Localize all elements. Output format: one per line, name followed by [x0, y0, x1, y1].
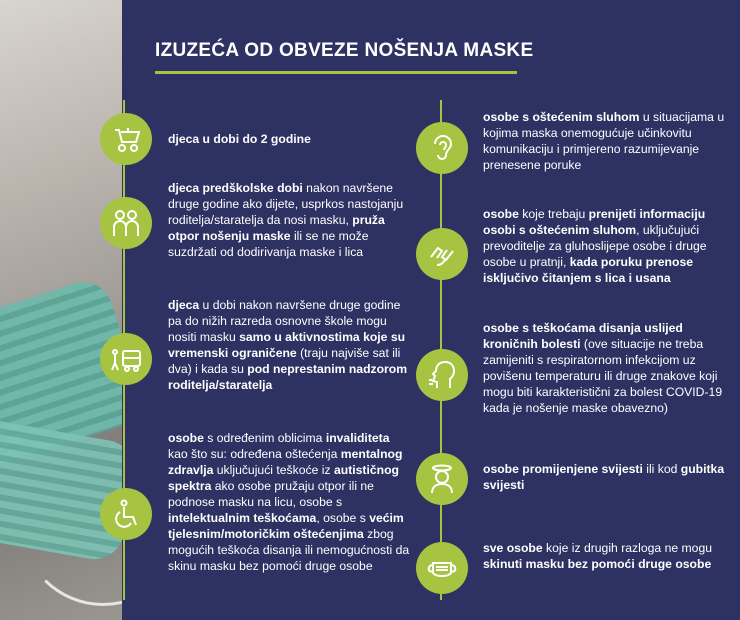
text-segment: djeca predškolske dobi [168, 181, 303, 195]
text-segment: kao što su: određena oštećenja [168, 447, 341, 461]
school-bus-icon [100, 333, 152, 385]
text-segment: ili se ne može suzdržati od dodirivanja maske i lica [168, 229, 369, 259]
dizzy-person-icon [416, 453, 468, 505]
text-segment: osobe promijenjene svijesti [483, 462, 643, 476]
exception-item-right-1 [483, 109, 728, 173]
text-segment: koje trebaju [518, 207, 589, 221]
text-segment: koje iz drugih razloga ne mogu [542, 541, 712, 555]
text-segment: , uključujući prevoditelje za gluhoslijepe osobe i druge osobe u pratnji, [483, 223, 707, 269]
text-segment: osobe s teškoćama disanja uslijed kroničnih bolesti [483, 321, 683, 351]
text-segment: nakon navršene druge godine ako dijete, usprkos nastojanju roditelja/staratelja da nosi masku, [168, 181, 404, 227]
text-segment: (traju najviše sat ili dva) i kada su [168, 346, 401, 376]
text-segment: intelektualnim teškoćama [168, 511, 317, 525]
page-title: IZUZEĆA OD OBVEZE NOŠENJA MASKE [155, 40, 534, 61]
text-segment: (ove situacije ne treba zamijeniti s respiratornom infekcijom uz povišenu temperaturu ili druge znakove koji mogu biti karakteristični za bolest COVID-19 kada je nošenje maske obavezno) [483, 337, 723, 415]
text-segment: autističnog spektra [168, 463, 399, 493]
exception-item-right-4 [483, 461, 728, 493]
text-segment: djeca [168, 298, 200, 312]
sign-language-icon [416, 228, 468, 280]
text-segment: osobe s oštećenim sluhom [483, 110, 640, 124]
text-segment: pod neprestanim nadzorom roditelja/staratelja [168, 362, 408, 392]
text-segment: u situacijama u kojima maska onemogućuje učinkovitu komunikaciju i primjereno razumijevanje prenesene poruke [483, 110, 725, 172]
text-segment: sve osobe [483, 541, 543, 555]
text-segment: prenijeti informaciju osobi s oštećenim sluhom [483, 207, 706, 237]
face-mask-icon [416, 542, 468, 594]
exception-item-left-2 [168, 180, 410, 260]
text-segment: u dobi nakon navršene druge godine pa do nižih razreda osnovne škole mogu nositi masku [168, 298, 401, 344]
baby-stroller-icon [100, 113, 152, 165]
text-segment: ako osobe pružaju otpor ili ne podnose masku na licu, osobe s [168, 479, 374, 509]
exception-item-left-1 [168, 131, 408, 147]
breathing-icon [416, 349, 468, 401]
text-segment: gubitka svijesti [483, 462, 725, 492]
text-segment: kada poruku prenose isključivo čitanjem s lica i usana [483, 255, 693, 285]
text-segment: zbog mogućih teškoća disanja ili nemogućnosti da skinu masku bez pomoći druge osobe [168, 527, 410, 573]
title-underline [155, 71, 517, 74]
ear-icon [416, 122, 468, 174]
text-segment: uključujući teškoće iz [213, 463, 334, 477]
exception-item-left-3 [168, 297, 410, 393]
text-segment: samo u aktivnostima koje su vremenski ograničene [168, 330, 406, 360]
text-segment: osobe [483, 207, 519, 221]
exception-item-left-4 [168, 430, 412, 574]
exception-item-right-3 [483, 320, 728, 416]
text-segment: pruža otpor nošenju maske [168, 213, 385, 243]
text-segment: mentalnog zdravlja [168, 447, 403, 477]
text-segment: s određenim oblicima [203, 431, 326, 445]
exception-item-right-5 [483, 540, 728, 572]
text-segment: djeca u dobi do 2 godine [168, 132, 311, 146]
text-segment: ili kod [642, 462, 681, 476]
text-segment: većim tjelesnim/motoričkim oštećenjima [168, 511, 404, 541]
text-segment: invaliditeta [325, 431, 390, 445]
exception-item-right-2 [483, 206, 728, 286]
text-segment: osobe [168, 431, 204, 445]
text-segment: , osobe s [316, 511, 370, 525]
wheelchair-icon [100, 488, 152, 540]
text-segment: skinuti masku bez pomoći druge osobe [483, 557, 712, 571]
children-icon [100, 197, 152, 249]
